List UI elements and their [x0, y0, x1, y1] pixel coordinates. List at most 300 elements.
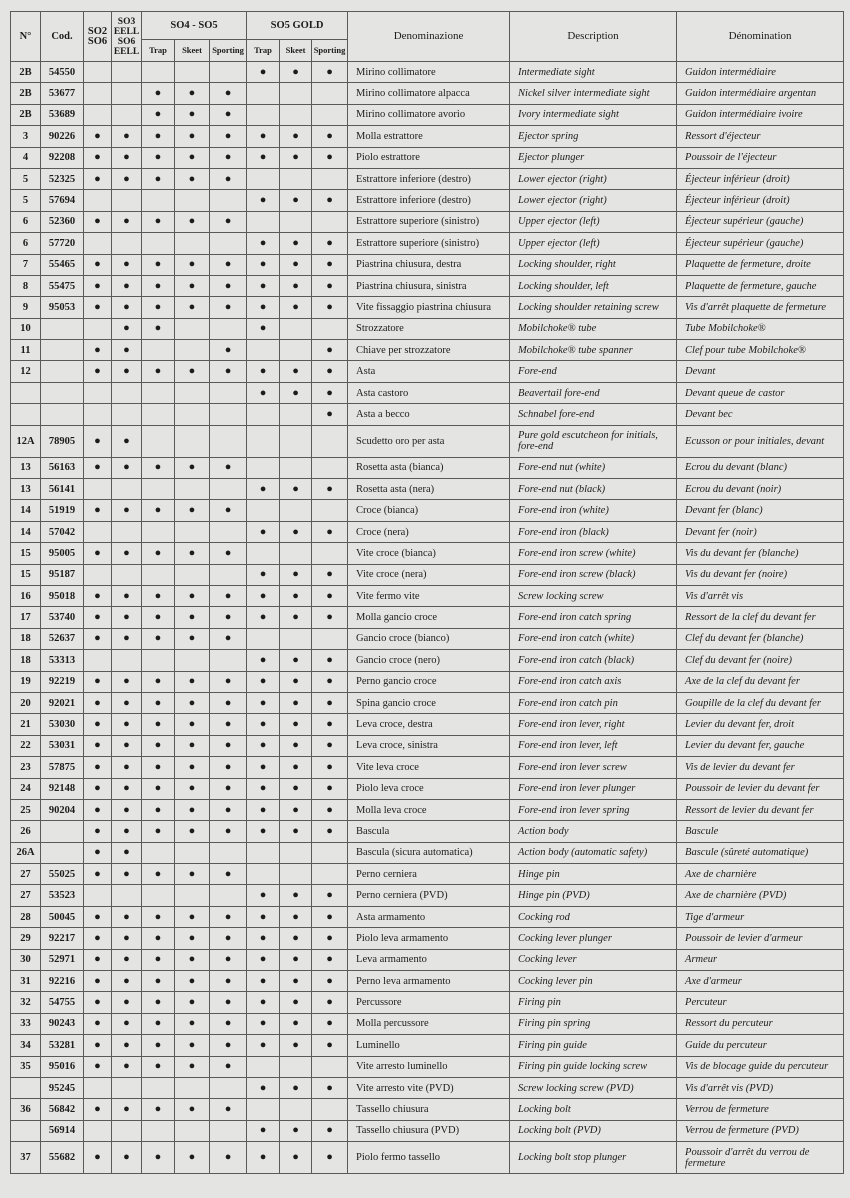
row-number: 35	[11, 1056, 41, 1077]
availability-trap	[142, 382, 175, 403]
table-row	[11, 521, 844, 542]
availability-so3: ●	[112, 585, 142, 606]
availability-skeet: ●	[175, 607, 210, 628]
availability-so2	[84, 318, 112, 339]
denomination-french: Devant fer (blanc)	[677, 500, 844, 521]
availability-so2	[84, 62, 112, 83]
availability-gold-skeet: ●	[280, 971, 312, 992]
description-english: Fore-end iron lever, right	[510, 714, 677, 735]
name-italian: Mirino collimatore alpacca	[348, 83, 510, 104]
denomination-french: Tige d'armeur	[677, 906, 844, 927]
availability-gold-trap: ●	[247, 1077, 280, 1098]
availability-skeet: ●	[175, 126, 210, 147]
row-number: 3	[11, 126, 41, 147]
name-italian: Rosetta asta (nera)	[348, 479, 510, 500]
availability-so3: ●	[112, 1035, 142, 1056]
part-code	[41, 404, 84, 425]
availability-skeet	[175, 340, 210, 361]
availability-skeet: ●	[175, 992, 210, 1013]
availability-gold-skeet: ●	[280, 1120, 312, 1141]
availability-so2: ●	[84, 211, 112, 232]
availability-so2: ●	[84, 585, 112, 606]
availability-gold-sporting: ●	[312, 971, 348, 992]
availability-gold-sporting: ●	[312, 254, 348, 275]
availability-so3: ●	[112, 671, 142, 692]
description-english: Locking shoulder retaining screw	[510, 297, 677, 318]
description-english: Fore-end iron catch pin	[510, 692, 677, 713]
so3-line-4: EELL	[113, 46, 140, 57]
availability-skeet: ●	[175, 1035, 210, 1056]
availability-gold-skeet: ●	[280, 1077, 312, 1098]
row-number: 16	[11, 585, 41, 606]
table-row	[11, 62, 844, 83]
availability-gold-trap: ●	[247, 233, 280, 254]
availability-skeet	[175, 382, 210, 403]
description-english: Fore-end iron (white)	[510, 500, 677, 521]
availability-gold-skeet: ●	[280, 692, 312, 713]
table-row	[11, 361, 844, 382]
availability-so2: ●	[84, 457, 112, 478]
denomination-french: Guidon intermédiaire argentan	[677, 83, 844, 104]
description-english: Cocking lever pin	[510, 971, 677, 992]
name-italian: Asta castoro	[348, 382, 510, 403]
availability-so2: ●	[84, 671, 112, 692]
availability-so3: ●	[112, 949, 142, 970]
row-number: 29	[11, 928, 41, 949]
description-english: Locking shoulder, right	[510, 254, 677, 275]
availability-gold-trap: ●	[247, 1120, 280, 1141]
availability-sporting: ●	[210, 607, 247, 628]
availability-trap: ●	[142, 1035, 175, 1056]
availability-so2: ●	[84, 757, 112, 778]
availability-gold-skeet: ●	[280, 382, 312, 403]
name-italian: Gancio croce (bianco)	[348, 628, 510, 649]
sub-header-sporting-gold: Sporting	[312, 40, 348, 62]
availability-sporting: ●	[210, 735, 247, 756]
row-number: 14	[11, 521, 41, 542]
description-english: Beavertail fore-end	[510, 382, 677, 403]
denomination-french: Axe de charnière	[677, 864, 844, 885]
part-code: 53740	[41, 607, 84, 628]
availability-gold-skeet: ●	[280, 735, 312, 756]
availability-so3	[112, 233, 142, 254]
availability-gold-skeet: ●	[280, 928, 312, 949]
availability-skeet: ●	[175, 1013, 210, 1034]
denomination-french: Clef du devant fer (noire)	[677, 650, 844, 671]
availability-gold-skeet: ●	[280, 949, 312, 970]
availability-so2: ●	[84, 628, 112, 649]
availability-gold-sporting	[312, 1099, 348, 1120]
availability-gold-skeet	[280, 425, 312, 457]
so2-line-2: SO6	[87, 35, 108, 47]
availability-gold-skeet: ●	[280, 885, 312, 906]
part-code: 92021	[41, 692, 84, 713]
availability-trap: ●	[142, 1013, 175, 1034]
availability-skeet: ●	[175, 757, 210, 778]
description-english: Fore-end iron lever screw	[510, 757, 677, 778]
availability-trap	[142, 1120, 175, 1141]
availability-so2	[84, 382, 112, 403]
table-row	[11, 500, 844, 521]
denomination-french: Plaquette de fermeture, droite	[677, 254, 844, 275]
denomination-french: Éjecteur inférieur (droit)	[677, 168, 844, 189]
name-italian: Vite croce (nera)	[348, 564, 510, 585]
col-header-so2	[84, 12, 112, 62]
table-row	[11, 479, 844, 500]
availability-so3	[112, 104, 142, 125]
description-english: Locking bolt	[510, 1099, 677, 1120]
availability-gold-sporting: ●	[312, 297, 348, 318]
availability-gold-trap: ●	[247, 585, 280, 606]
availability-trap: ●	[142, 671, 175, 692]
availability-trap: ●	[142, 83, 175, 104]
availability-gold-trap: ●	[247, 650, 280, 671]
table-row	[11, 254, 844, 275]
availability-skeet: ●	[175, 500, 210, 521]
availability-so3: ●	[112, 735, 142, 756]
availability-so3	[112, 1120, 142, 1141]
availability-skeet: ●	[175, 735, 210, 756]
availability-sporting: ●	[210, 361, 247, 382]
availability-so3: ●	[112, 992, 142, 1013]
availability-gold-trap: ●	[247, 885, 280, 906]
col-header-num: N°	[11, 12, 41, 62]
availability-so2: ●	[84, 1013, 112, 1034]
denomination-french: Goupille de la clef du devant fer	[677, 692, 844, 713]
availability-so2: ●	[84, 1056, 112, 1077]
availability-so3: ●	[112, 714, 142, 735]
denomination-french: Ecrou du devant (blanc)	[677, 457, 844, 478]
denomination-french: Vis d'arrêt vis	[677, 585, 844, 606]
availability-gold-trap	[247, 842, 280, 863]
description-english: Lower ejector (right)	[510, 168, 677, 189]
availability-so3: ●	[112, 425, 142, 457]
table-row	[11, 425, 844, 457]
description-english: Cocking rod	[510, 906, 677, 927]
availability-gold-skeet	[280, 83, 312, 104]
part-code: 90243	[41, 1013, 84, 1034]
name-italian: Spina gancio croce	[348, 692, 510, 713]
availability-trap: ●	[142, 500, 175, 521]
name-italian: Bascula	[348, 821, 510, 842]
availability-gold-sporting: ●	[312, 799, 348, 820]
availability-gold-trap	[247, 628, 280, 649]
availability-trap	[142, 404, 175, 425]
availability-gold-trap: ●	[247, 147, 280, 168]
row-number: 30	[11, 949, 41, 970]
table-row	[11, 83, 844, 104]
row-number: 25	[11, 799, 41, 820]
table-row	[11, 1056, 844, 1077]
availability-skeet: ●	[175, 671, 210, 692]
availability-so3	[112, 521, 142, 542]
part-code: 50045	[41, 906, 84, 927]
availability-gold-skeet: ●	[280, 992, 312, 1013]
availability-gold-trap	[247, 425, 280, 457]
availability-sporting	[210, 62, 247, 83]
availability-gold-sporting: ●	[312, 928, 348, 949]
part-code: 56141	[41, 479, 84, 500]
availability-gold-skeet	[280, 104, 312, 125]
availability-skeet: ●	[175, 864, 210, 885]
availability-so2: ●	[84, 821, 112, 842]
availability-gold-trap: ●	[247, 714, 280, 735]
denomination-french: Guidon intermédiaire ivoire	[677, 104, 844, 125]
availability-gold-trap: ●	[247, 757, 280, 778]
availability-gold-trap: ●	[247, 671, 280, 692]
availability-trap: ●	[142, 318, 175, 339]
part-code: 53677	[41, 83, 84, 104]
denomination-french: Guide du percuteur	[677, 1035, 844, 1056]
sub-header-trap: Trap	[142, 40, 175, 62]
availability-gold-skeet	[280, 211, 312, 232]
availability-sporting: ●	[210, 628, 247, 649]
table-row	[11, 1077, 844, 1098]
availability-gold-sporting: ●	[312, 404, 348, 425]
availability-gold-skeet: ●	[280, 297, 312, 318]
description-english: Fore-end iron screw (black)	[510, 564, 677, 585]
name-italian: Strozzatore	[348, 318, 510, 339]
availability-so2: ●	[84, 971, 112, 992]
availability-trap	[142, 425, 175, 457]
denomination-french: Vis d'arrêt vis (PVD)	[677, 1077, 844, 1098]
row-number: 13	[11, 479, 41, 500]
availability-skeet: ●	[175, 1099, 210, 1120]
part-code: 95187	[41, 564, 84, 585]
sub-header-skeet: Skeet	[175, 40, 210, 62]
availability-sporting: ●	[210, 778, 247, 799]
availability-so3: ●	[112, 147, 142, 168]
availability-skeet	[175, 318, 210, 339]
availability-gold-trap: ●	[247, 906, 280, 927]
table-row	[11, 233, 844, 254]
part-code	[41, 318, 84, 339]
availability-sporting	[210, 1120, 247, 1141]
name-italian: Percussore	[348, 992, 510, 1013]
availability-gold-skeet	[280, 500, 312, 521]
name-italian: Leva croce, sinistra	[348, 735, 510, 756]
availability-trap	[142, 479, 175, 500]
availability-gold-sporting: ●	[312, 585, 348, 606]
availability-gold-sporting	[312, 168, 348, 189]
part-code: 55465	[41, 254, 84, 275]
availability-skeet: ●	[175, 906, 210, 927]
row-number: 8	[11, 275, 41, 296]
availability-trap: ●	[142, 168, 175, 189]
table-row	[11, 1035, 844, 1056]
availability-gold-skeet: ●	[280, 1035, 312, 1056]
row-number: 2B	[11, 83, 41, 104]
availability-trap: ●	[142, 607, 175, 628]
availability-gold-sporting: ●	[312, 126, 348, 147]
availability-so3: ●	[112, 1099, 142, 1120]
name-italian: Piolo leva croce	[348, 778, 510, 799]
availability-trap: ●	[142, 757, 175, 778]
denomination-french: Armeur	[677, 949, 844, 970]
availability-trap: ●	[142, 104, 175, 125]
description-english: Mobilchoke® tube	[510, 318, 677, 339]
availability-gold-trap: ●	[247, 361, 280, 382]
availability-gold-sporting	[312, 628, 348, 649]
so3-line-1: SO3	[117, 16, 136, 27]
availability-gold-skeet	[280, 842, 312, 863]
sub-header-sporting: Sporting	[210, 40, 247, 62]
row-number: 31	[11, 971, 41, 992]
availability-gold-trap	[247, 104, 280, 125]
availability-gold-sporting	[312, 864, 348, 885]
availability-trap	[142, 340, 175, 361]
availability-gold-sporting: ●	[312, 1120, 348, 1141]
availability-gold-trap	[247, 1099, 280, 1120]
part-code: 95053	[41, 297, 84, 318]
availability-skeet: ●	[175, 543, 210, 564]
col-header-cod: Cod.	[41, 12, 84, 62]
so3-line-2: EELL	[113, 26, 140, 37]
part-code: 90204	[41, 799, 84, 820]
description-english: Action body (automatic safety)	[510, 842, 677, 863]
denomination-french: Poussoir de levier du devant fer	[677, 778, 844, 799]
denomination-french: Axe d'armeur	[677, 971, 844, 992]
name-italian: Piastrina chiusura, sinistra	[348, 275, 510, 296]
part-code: 55682	[41, 1142, 84, 1174]
row-number: 20	[11, 692, 41, 713]
row-number: 27	[11, 864, 41, 885]
denomination-french: Poussoir d'arrêt du verrou de fermeture	[677, 1142, 844, 1174]
denomination-french: Levier du devant fer, gauche	[677, 735, 844, 756]
sub-header-skeet-gold: Skeet	[280, 40, 312, 62]
denomination-french: Verrou de fermeture (PVD)	[677, 1120, 844, 1141]
part-code: 56842	[41, 1099, 84, 1120]
description-english: Ejector spring	[510, 126, 677, 147]
availability-sporting	[210, 318, 247, 339]
availability-skeet	[175, 233, 210, 254]
row-number: 27	[11, 885, 41, 906]
row-number: 7	[11, 254, 41, 275]
availability-gold-sporting: ●	[312, 885, 348, 906]
part-code: 95018	[41, 585, 84, 606]
row-number: 13	[11, 457, 41, 478]
col-header-denomination: Dénomination	[677, 12, 844, 62]
availability-trap	[142, 62, 175, 83]
row-number	[11, 382, 41, 403]
availability-gold-trap: ●	[247, 62, 280, 83]
availability-gold-sporting: ●	[312, 778, 348, 799]
availability-sporting	[210, 382, 247, 403]
name-italian: Perno leva armamento	[348, 971, 510, 992]
availability-gold-skeet	[280, 404, 312, 425]
availability-gold-skeet: ●	[280, 650, 312, 671]
name-italian: Molla percussore	[348, 1013, 510, 1034]
availability-so3: ●	[112, 799, 142, 820]
denomination-french: Ecrou du devant (noir)	[677, 479, 844, 500]
availability-so2: ●	[84, 949, 112, 970]
availability-gold-skeet: ●	[280, 906, 312, 927]
availability-so3: ●	[112, 254, 142, 275]
denomination-french: Verrou de fermeture	[677, 1099, 844, 1120]
part-code: 56163	[41, 457, 84, 478]
part-code: 90226	[41, 126, 84, 147]
availability-gold-trap: ●	[247, 564, 280, 585]
part-code: 55475	[41, 275, 84, 296]
name-italian: Vite croce (bianca)	[348, 543, 510, 564]
availability-sporting: ●	[210, 1142, 247, 1174]
availability-so3: ●	[112, 318, 142, 339]
row-number: 2B	[11, 104, 41, 125]
part-code: 92217	[41, 928, 84, 949]
name-italian: Estrattore superiore (sinistro)	[348, 211, 510, 232]
availability-gold-skeet	[280, 864, 312, 885]
denomination-french: Clef du devant fer (blanche)	[677, 628, 844, 649]
availability-so2	[84, 564, 112, 585]
availability-trap: ●	[142, 799, 175, 820]
availability-gold-trap: ●	[247, 799, 280, 820]
row-number: 18	[11, 628, 41, 649]
availability-trap	[142, 233, 175, 254]
availability-gold-sporting: ●	[312, 233, 348, 254]
availability-gold-skeet: ●	[280, 275, 312, 296]
availability-so2: ●	[84, 254, 112, 275]
table-row	[11, 297, 844, 318]
availability-trap: ●	[142, 275, 175, 296]
row-number: 12	[11, 361, 41, 382]
name-italian: Asta a becco	[348, 404, 510, 425]
availability-skeet: ●	[175, 714, 210, 735]
availability-gold-sporting: ●	[312, 1142, 348, 1174]
availability-so2	[84, 650, 112, 671]
part-code: 52637	[41, 628, 84, 649]
availability-so3: ●	[112, 692, 142, 713]
availability-gold-skeet	[280, 318, 312, 339]
availability-gold-sporting	[312, 500, 348, 521]
availability-trap: ●	[142, 1142, 175, 1174]
availability-so2: ●	[84, 340, 112, 361]
denomination-french: Ressort de la clef du devant fer	[677, 607, 844, 628]
description-english: Firing pin guide	[510, 1035, 677, 1056]
availability-trap: ●	[142, 1056, 175, 1077]
description-english: Mobilchoke® tube spanner	[510, 340, 677, 361]
availability-gold-skeet	[280, 1056, 312, 1077]
part-code: 78905	[41, 425, 84, 457]
table-row	[11, 928, 844, 949]
name-italian: Molla gancio croce	[348, 607, 510, 628]
name-italian: Molla leva croce	[348, 799, 510, 820]
row-number: 15	[11, 564, 41, 585]
availability-gold-skeet: ●	[280, 233, 312, 254]
description-english: Action body	[510, 821, 677, 842]
part-code: 53030	[41, 714, 84, 735]
availability-so3: ●	[112, 361, 142, 382]
availability-skeet	[175, 1120, 210, 1141]
availability-so2: ●	[84, 692, 112, 713]
availability-gold-sporting: ●	[312, 906, 348, 927]
availability-gold-skeet: ●	[280, 62, 312, 83]
availability-gold-trap: ●	[247, 928, 280, 949]
availability-sporting: ●	[210, 147, 247, 168]
availability-sporting	[210, 479, 247, 500]
table-row	[11, 382, 844, 403]
availability-sporting: ●	[210, 168, 247, 189]
availability-sporting: ●	[210, 211, 247, 232]
availability-so2: ●	[84, 992, 112, 1013]
availability-sporting	[210, 1077, 247, 1098]
availability-skeet	[175, 479, 210, 500]
name-italian: Asta armamento	[348, 906, 510, 927]
name-italian: Croce (bianca)	[348, 500, 510, 521]
availability-gold-trap: ●	[247, 1035, 280, 1056]
availability-skeet	[175, 885, 210, 906]
part-code: 51919	[41, 500, 84, 521]
availability-so3: ●	[112, 543, 142, 564]
